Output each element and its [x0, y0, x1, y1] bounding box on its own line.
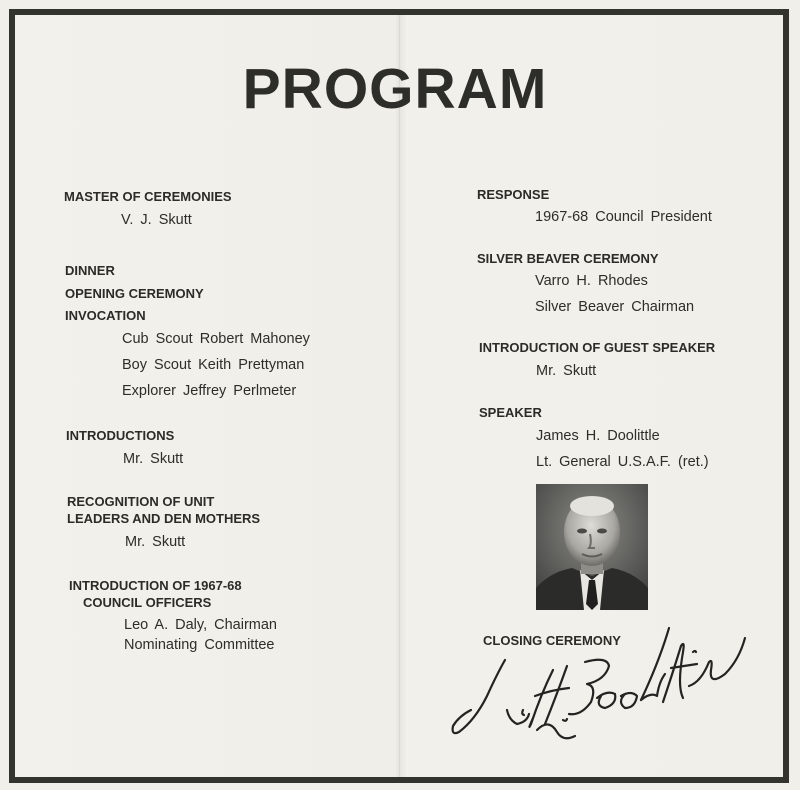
line-recognition: Mr. Skutt: [125, 534, 186, 550]
heading-recognition-2: LEADERS AND DEN MOTHERS: [67, 511, 261, 526]
line-guest-speaker-intro: Mr. Skutt: [536, 363, 597, 379]
heading-introductions: INTRODUCTIONS: [66, 428, 175, 443]
heading-council-officers-1: INTRODUCTION OF 1967-68: [69, 578, 242, 593]
heading-recognition-1: RECOGNITION OF UNIT: [67, 494, 215, 509]
line-master-of-ceremonies: V. J. Skutt: [121, 212, 192, 228]
line-introductions: Mr. Skutt: [123, 451, 184, 467]
line-response: 1967-68 Council President: [535, 209, 712, 225]
autograph-signature: [445, 612, 775, 757]
speaker-portrait-photo: [536, 484, 648, 610]
heading-dinner: DINNER: [65, 263, 115, 278]
line-invocation-2: Boy Scout Keith Prettyman: [122, 357, 305, 373]
heading-opening-ceremony: OPENING CEREMONY: [65, 286, 204, 301]
line-speaker-1: James H. Doolittle: [536, 428, 660, 444]
line-council-officers-2: Nominating Committee: [124, 637, 275, 653]
line-silver-beaver-2: Silver Beaver Chairman: [535, 299, 695, 315]
heading-closing-ceremony: CLOSING CEREMONY: [483, 633, 621, 648]
heading-guest-speaker-intro: INTRODUCTION OF GUEST SPEAKER: [479, 340, 716, 355]
center-fold: [399, 15, 400, 777]
heading-invocation: INVOCATION: [65, 308, 146, 323]
heading-council-officers-2: COUNCIL OFFICERS: [83, 595, 212, 610]
heading-response: RESPONSE: [477, 187, 550, 202]
line-silver-beaver-1: Varro H. Rhodes: [535, 273, 648, 289]
heading-master-of-ceremonies: MASTER OF CEREMONIES: [64, 189, 232, 204]
heading-speaker: SPEAKER: [479, 405, 542, 420]
line-invocation-1: Cub Scout Robert Mahoney: [122, 331, 310, 347]
line-invocation-3: Explorer Jeffrey Perlmeter: [122, 383, 297, 399]
page-title: PROGRAM: [242, 57, 548, 121]
line-speaker-2: Lt. General U.S.A.F. (ret.): [536, 454, 709, 470]
line-council-officers-1: Leo A. Daly, Chairman: [124, 617, 277, 633]
heading-silver-beaver: SILVER BEAVER CEREMONY: [477, 251, 659, 266]
